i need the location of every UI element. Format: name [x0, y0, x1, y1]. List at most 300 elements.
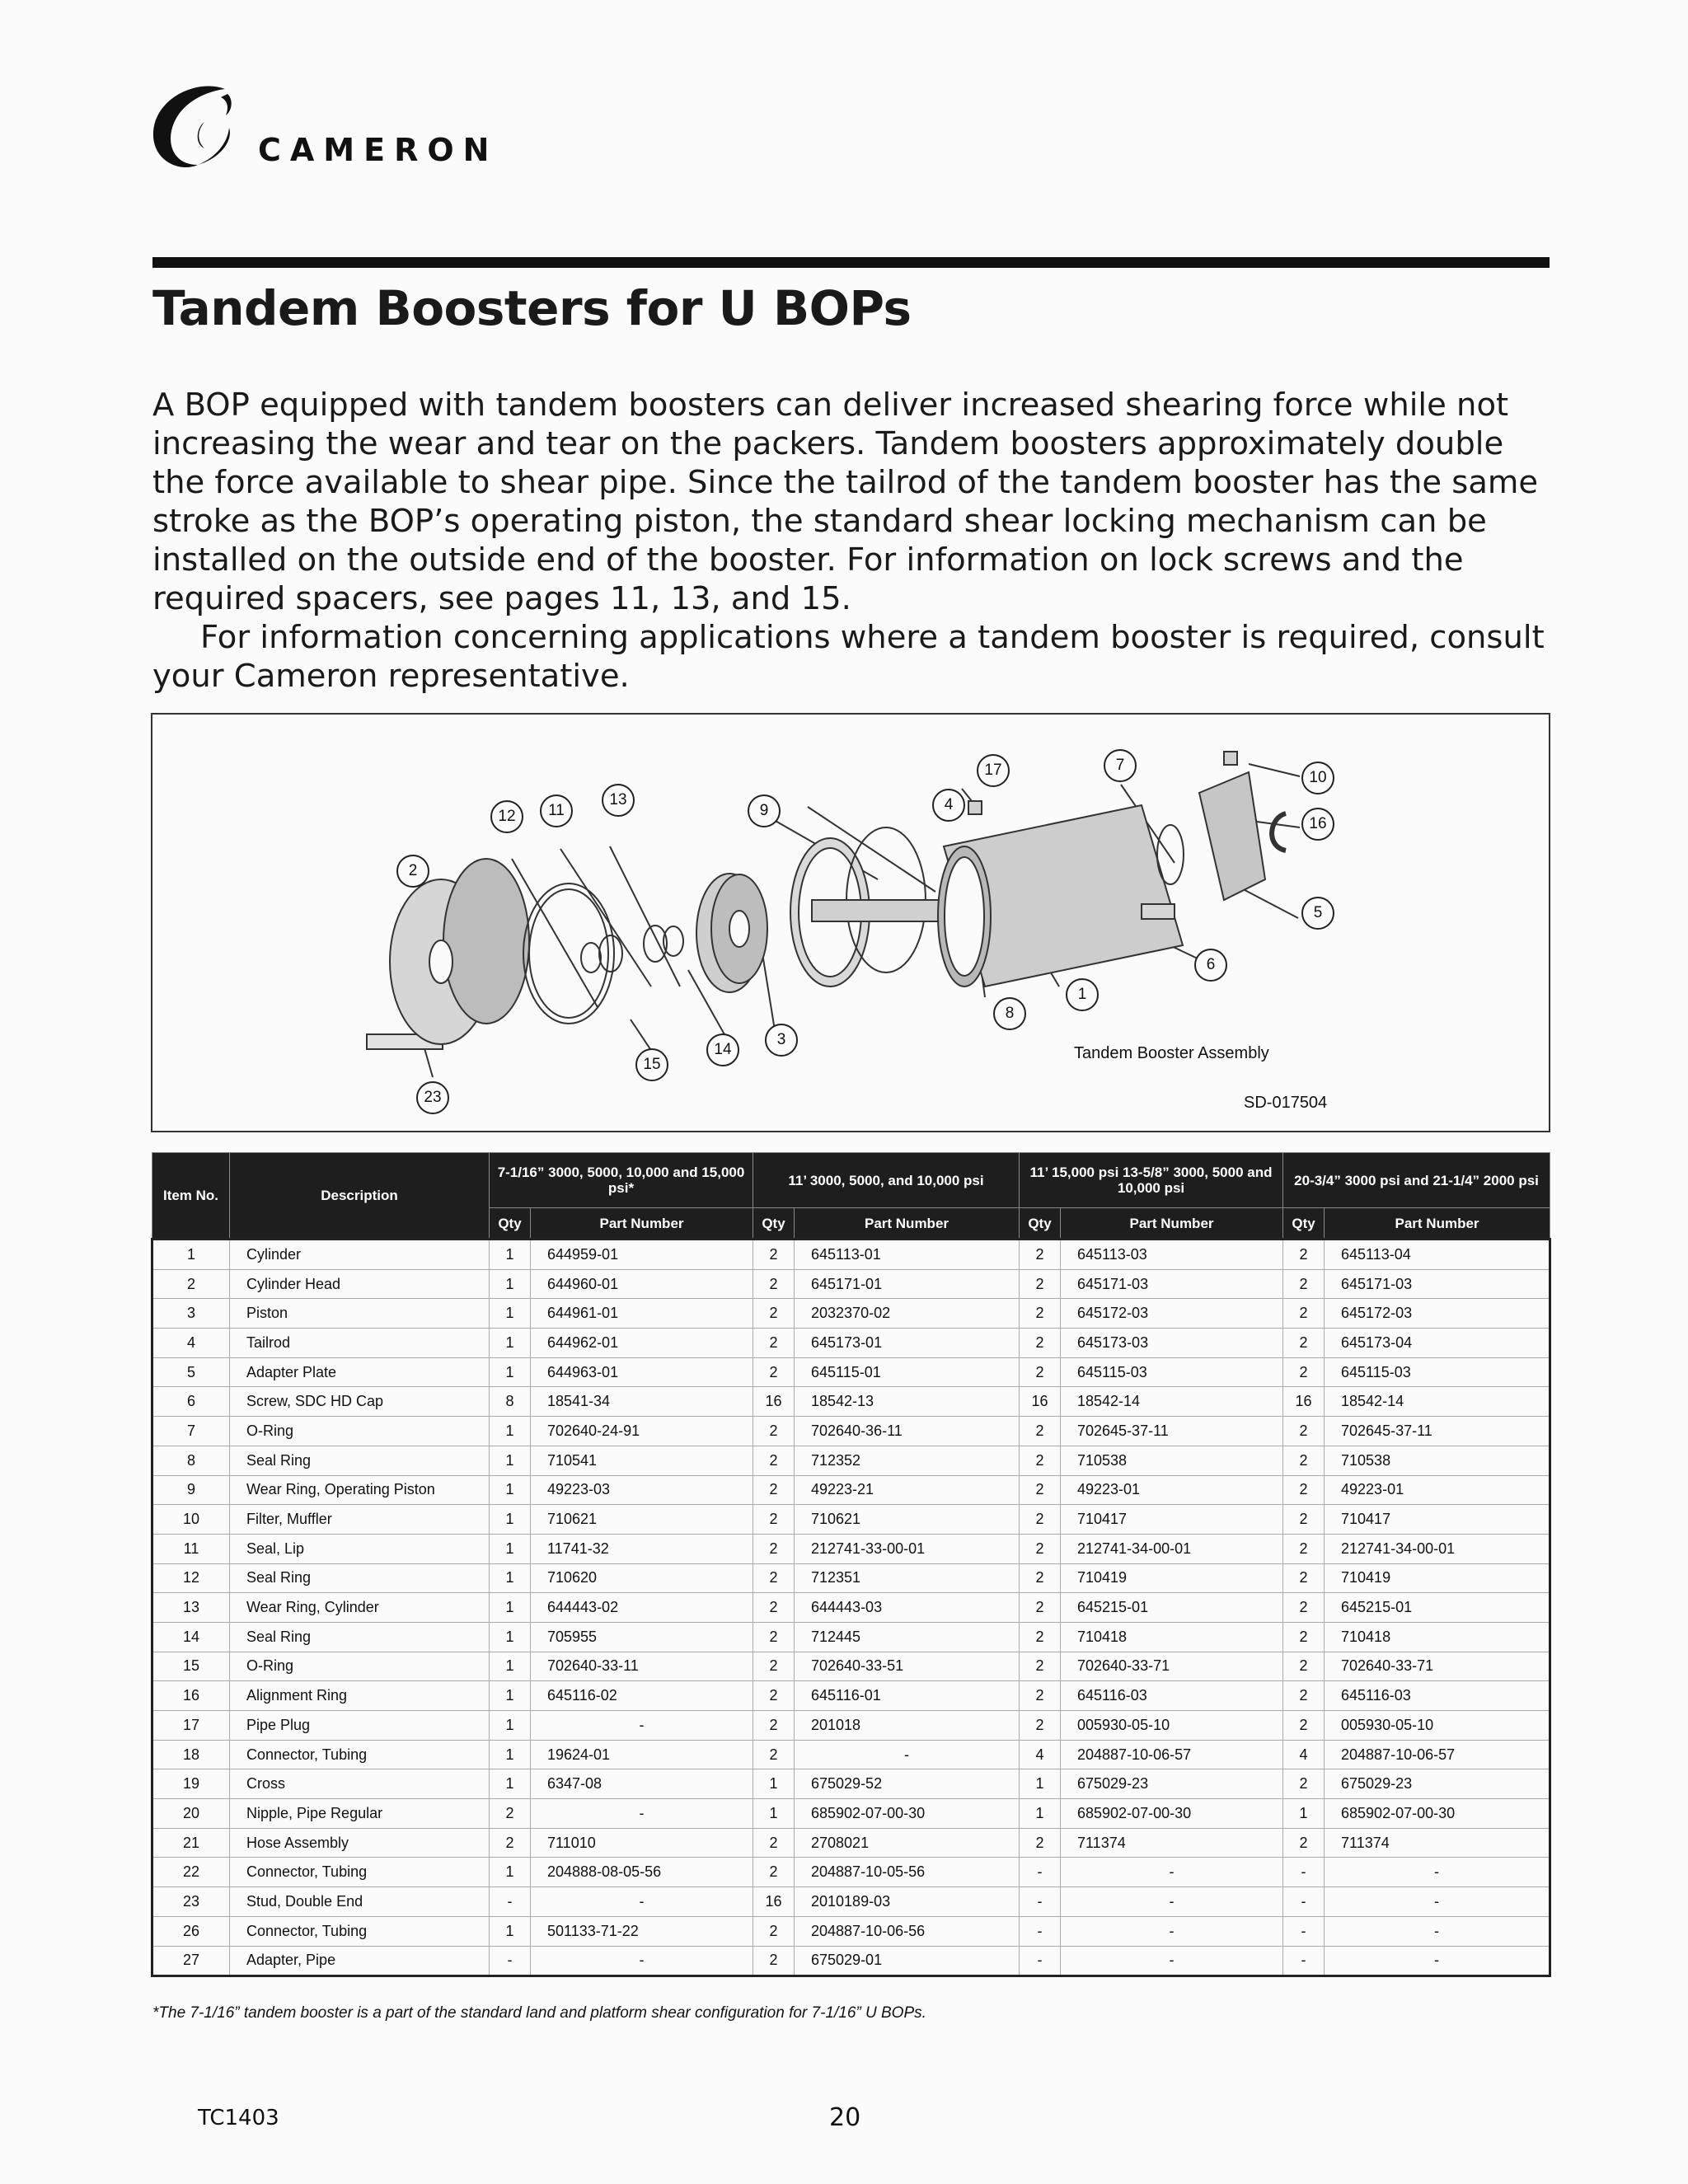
cell-item-no: 18	[152, 1740, 230, 1769]
cell-part-number: 645172-03	[1325, 1299, 1550, 1329]
cell-part-number: 49223-03	[531, 1475, 753, 1505]
cell-qty: 2	[1020, 1505, 1061, 1535]
cell-qty: 2	[1020, 1240, 1061, 1270]
cell-item-no: 10	[152, 1505, 230, 1535]
cell-item-no: 23	[152, 1887, 230, 1917]
header-qty: Qty	[753, 1208, 795, 1240]
cell-part-number: 710621	[531, 1505, 753, 1535]
cell-part-number: 644960-01	[531, 1269, 753, 1299]
table-row	[152, 1740, 1550, 1769]
cell-part-number: 710417	[1061, 1505, 1283, 1535]
table-row	[152, 1475, 1550, 1505]
header-group-11-15000: 11’ 15,000 psi 13-5/8” 3000, 5000 and 10,000 psi	[1020, 1153, 1283, 1208]
cell-qty: 2	[753, 1740, 795, 1769]
cell-part-number: 645171-03	[1325, 1269, 1550, 1299]
cell-qty: 2	[753, 1622, 795, 1652]
cell-qty: 1	[1020, 1769, 1061, 1799]
cell-qty: 1	[490, 1769, 531, 1799]
cell-part-number: -	[531, 1887, 753, 1917]
cell-part-number: 645116-03	[1061, 1681, 1283, 1711]
callout-11: 11	[540, 794, 573, 827]
cell-part-number: 204887-10-06-56	[795, 1916, 1020, 1946]
cell-item-no: 27	[152, 1946, 230, 1976]
cell-part-number: 19624-01	[531, 1740, 753, 1769]
cell-qty: 2	[1283, 1269, 1325, 1299]
cell-description: Seal Ring	[230, 1446, 490, 1475]
brand-name: CAMERON	[258, 132, 499, 168]
table-row	[152, 1652, 1550, 1681]
callout-23: 23	[416, 1081, 449, 1114]
cell-qty: 2	[753, 1299, 795, 1329]
cell-qty: 1	[490, 1593, 531, 1623]
callout-9: 9	[748, 794, 781, 827]
cell-qty: 1	[490, 1858, 531, 1887]
cell-description: Pipe Plug	[230, 1711, 490, 1741]
cell-qty: -	[1020, 1916, 1061, 1946]
cell-part-number: 710418	[1325, 1622, 1550, 1652]
cell-part-number: 645113-04	[1325, 1240, 1550, 1270]
cell-description: Seal Ring	[230, 1622, 490, 1652]
cell-description: Alignment Ring	[230, 1681, 490, 1711]
cell-qty: -	[1283, 1946, 1325, 1976]
cell-qty: 2	[753, 1417, 795, 1446]
cell-description: Wear Ring, Cylinder	[230, 1593, 490, 1623]
cell-item-no: 5	[152, 1357, 230, 1387]
cell-part-number: 711374	[1061, 1828, 1283, 1858]
cell-qty: 2	[1283, 1681, 1325, 1711]
cell-part-number: 644443-02	[531, 1593, 753, 1623]
cell-qty: 2	[753, 1505, 795, 1535]
cell-part-number: 644963-01	[531, 1357, 753, 1387]
cell-qty: 2	[753, 1711, 795, 1741]
cell-qty: 2	[1283, 1357, 1325, 1387]
cell-part-number: 645116-01	[795, 1681, 1020, 1711]
cell-part-number: -	[1061, 1887, 1283, 1917]
cell-description: Connector, Tubing	[230, 1916, 490, 1946]
cell-qty: 2	[1283, 1711, 1325, 1741]
cell-qty: 2	[753, 1475, 795, 1505]
cell-part-number: 710418	[1061, 1622, 1283, 1652]
cell-qty: 1	[753, 1769, 795, 1799]
table-row	[152, 1828, 1550, 1858]
cell-part-number: 702640-33-71	[1061, 1652, 1283, 1681]
cell-qty: 2	[753, 1946, 795, 1976]
header-group-11-3000: 11’ 3000, 5000, and 10,000 psi	[753, 1153, 1020, 1208]
table-row	[152, 1357, 1550, 1387]
cameron-logo	[147, 82, 526, 173]
cell-part-number: 204888-08-05-56	[531, 1858, 753, 1887]
cell-part-number: 005930-05-10	[1325, 1711, 1550, 1741]
header-part-number: Part Number	[795, 1208, 1020, 1240]
table-row	[152, 1622, 1550, 1652]
cell-qty: 2	[753, 1240, 795, 1270]
table-row	[152, 1387, 1550, 1417]
cell-item-no: 26	[152, 1916, 230, 1946]
header-part-number: Part Number	[1061, 1208, 1283, 1240]
cell-qty: 2	[1020, 1622, 1061, 1652]
cell-part-number: 49223-21	[795, 1475, 1020, 1505]
cell-qty: 2	[1020, 1475, 1061, 1505]
cell-part-number: 645115-03	[1061, 1357, 1283, 1387]
cell-qty: 2	[1020, 1711, 1061, 1741]
cell-part-number: 645172-03	[1061, 1299, 1283, 1329]
cell-description: O-Ring	[230, 1652, 490, 1681]
cell-qty: -	[1283, 1858, 1325, 1887]
cell-qty: 4	[1020, 1740, 1061, 1769]
header-part-number: Part Number	[531, 1208, 753, 1240]
cell-part-number: 005930-05-10	[1061, 1711, 1283, 1741]
cell-part-number: 685902-07-00-30	[1325, 1799, 1550, 1829]
cell-description: Cross	[230, 1769, 490, 1799]
table-row	[152, 1240, 1550, 1270]
cell-description: Adapter, Pipe	[230, 1946, 490, 1976]
cell-description: Connector, Tubing	[230, 1740, 490, 1769]
callout-14: 14	[706, 1033, 739, 1066]
cell-part-number: 645116-03	[1325, 1681, 1550, 1711]
cell-qty: 2	[753, 1652, 795, 1681]
cell-part-number: 710419	[1325, 1563, 1550, 1593]
cell-qty: 1	[490, 1329, 531, 1358]
cell-qty: -	[1020, 1887, 1061, 1917]
cell-part-number: 710620	[531, 1563, 753, 1593]
cell-qty: 16	[753, 1887, 795, 1917]
cell-part-number: -	[1325, 1858, 1550, 1887]
table-row	[152, 1563, 1550, 1593]
cell-qty: 1	[490, 1357, 531, 1387]
cell-qty: 2	[1283, 1769, 1325, 1799]
cell-qty: 2	[753, 1357, 795, 1387]
cell-part-number: 2010189-03	[795, 1887, 1020, 1917]
cell-qty: 16	[1283, 1387, 1325, 1417]
table-row	[152, 1269, 1550, 1299]
cell-description: Piston	[230, 1299, 490, 1329]
cell-qty: -	[1020, 1946, 1061, 1976]
cell-part-number: 212741-34-00-01	[1325, 1534, 1550, 1563]
cell-qty: 2	[753, 1681, 795, 1711]
header-item-no: Item No.	[152, 1153, 230, 1240]
cell-qty: 2	[1283, 1505, 1325, 1535]
cell-part-number: 702645-37-11	[1325, 1417, 1550, 1446]
cell-qty: 1	[490, 1505, 531, 1535]
table-row	[152, 1858, 1550, 1887]
table-row	[152, 1916, 1550, 1946]
parts-table-body	[152, 1240, 1550, 1976]
cell-part-number: 645116-02	[531, 1681, 753, 1711]
table-row	[152, 1887, 1550, 1917]
cell-part-number: 212741-33-00-01	[795, 1534, 1020, 1563]
header-qty: Qty	[1283, 1208, 1325, 1240]
cell-qty: 2	[1020, 1417, 1061, 1446]
callout-16: 16	[1301, 808, 1334, 841]
header-rule	[152, 257, 1550, 268]
cell-part-number: 702640-33-11	[531, 1652, 753, 1681]
cell-qty: 2	[1020, 1269, 1061, 1299]
cell-qty: 1	[490, 1299, 531, 1329]
cell-part-number: -	[531, 1799, 753, 1829]
callout-3: 3	[765, 1024, 798, 1057]
cell-item-no: 3	[152, 1299, 230, 1329]
cell-qty: 2	[1283, 1622, 1325, 1652]
cell-qty: 1	[490, 1652, 531, 1681]
cell-qty: 2	[753, 1329, 795, 1358]
cell-item-no: 2	[152, 1269, 230, 1299]
cell-qty: -	[490, 1887, 531, 1917]
cell-part-number: -	[531, 1946, 753, 1976]
cell-part-number: 204887-10-05-56	[795, 1858, 1020, 1887]
cell-part-number: 645215-01	[1061, 1593, 1283, 1623]
cell-part-number: 2708021	[795, 1828, 1020, 1858]
cell-qty: 2	[1020, 1446, 1061, 1475]
cell-part-number: 644443-03	[795, 1593, 1020, 1623]
cell-description: Connector, Tubing	[230, 1858, 490, 1887]
cell-part-number: 204887-10-06-57	[1061, 1740, 1283, 1769]
cell-part-number: 702640-36-11	[795, 1417, 1020, 1446]
cell-qty: 2	[1020, 1681, 1061, 1711]
cell-description: Adapter Plate	[230, 1357, 490, 1387]
cell-item-no: 21	[152, 1828, 230, 1858]
cell-part-number: 645113-01	[795, 1240, 1020, 1270]
figure-caption: Tandem Booster Assembly	[1074, 1044, 1269, 1062]
cell-qty: 16	[753, 1387, 795, 1417]
cell-qty: 2	[753, 1593, 795, 1623]
callout-10: 10	[1301, 762, 1334, 794]
cell-part-number: 645115-01	[795, 1357, 1020, 1387]
cell-qty: -	[1283, 1887, 1325, 1917]
cell-qty: 2	[753, 1446, 795, 1475]
cell-part-number: 644961-01	[531, 1299, 753, 1329]
cell-qty: 2	[490, 1799, 531, 1829]
cell-qty: 2	[1020, 1593, 1061, 1623]
cell-qty: 2	[1283, 1475, 1325, 1505]
cell-qty: 1	[490, 1475, 531, 1505]
cell-item-no: 19	[152, 1769, 230, 1799]
cell-item-no: 13	[152, 1593, 230, 1623]
cell-qty: 2	[1020, 1652, 1061, 1681]
cell-qty: 2	[1283, 1828, 1325, 1858]
cell-qty: 2	[1020, 1828, 1061, 1858]
cell-qty: 1	[1020, 1799, 1061, 1829]
cell-part-number: 685902-07-00-30	[795, 1799, 1020, 1829]
cell-part-number: 685902-07-00-30	[1061, 1799, 1283, 1829]
callout-15: 15	[635, 1048, 668, 1081]
cell-item-no: 4	[152, 1329, 230, 1358]
cell-item-no: 16	[152, 1681, 230, 1711]
cell-item-no: 22	[152, 1858, 230, 1887]
cell-part-number: 645115-03	[1325, 1357, 1550, 1387]
cell-qty: 2	[1283, 1446, 1325, 1475]
document-code: TC1403	[198, 2106, 279, 2130]
cell-part-number: 644959-01	[531, 1240, 753, 1270]
cell-qty: 2	[753, 1563, 795, 1593]
cell-part-number: 645113-03	[1061, 1240, 1283, 1270]
cell-part-number: -	[531, 1711, 753, 1741]
header-qty: Qty	[1020, 1208, 1061, 1240]
cell-description: Hose Assembly	[230, 1828, 490, 1858]
cell-qty: 16	[1020, 1387, 1061, 1417]
figure-code: SD-017504	[1244, 1094, 1328, 1112]
parts-table	[151, 1152, 1551, 1977]
cell-qty: 2	[1283, 1299, 1325, 1329]
cell-qty: 2	[1020, 1299, 1061, 1329]
cell-item-no: 20	[152, 1799, 230, 1829]
cell-item-no: 6	[152, 1387, 230, 1417]
cell-part-number: 710538	[1061, 1446, 1283, 1475]
cell-qty: 1	[490, 1916, 531, 1946]
tandem-booster-figure	[151, 713, 1550, 1132]
callout-12: 12	[490, 800, 523, 833]
cell-qty: 1	[490, 1269, 531, 1299]
header-description: Description	[230, 1153, 490, 1240]
cell-description: Cylinder	[230, 1240, 490, 1270]
cell-part-number: -	[1061, 1916, 1283, 1946]
cell-description: Screw, SDC HD Cap	[230, 1387, 490, 1417]
cell-qty: 2	[490, 1828, 531, 1858]
cell-part-number: 675029-23	[1061, 1769, 1283, 1799]
cell-description: O-Ring	[230, 1417, 490, 1446]
cell-qty: 1	[490, 1446, 531, 1475]
cell-qty: 2	[1020, 1563, 1061, 1593]
cell-part-number: 501133-71-22	[531, 1916, 753, 1946]
header-group-20-3-4: 20-3/4” 3000 psi and 21-1/4” 2000 psi	[1283, 1153, 1550, 1208]
intro-text	[152, 386, 1554, 696]
cell-qty: 1	[490, 1417, 531, 1446]
footnote: *The 7-1/16” tandem booster is a part of the standard land and platform shear configuration for 7-1/16” U BOPs.	[152, 2004, 926, 2022]
cell-part-number: 49223-01	[1061, 1475, 1283, 1505]
cell-item-no: 1	[152, 1240, 230, 1270]
cell-part-number: -	[1325, 1916, 1550, 1946]
cell-part-number: 644962-01	[531, 1329, 753, 1358]
cell-item-no: 9	[152, 1475, 230, 1505]
cell-part-number: -	[1061, 1946, 1283, 1976]
cell-description: Filter, Muffler	[230, 1505, 490, 1535]
cell-part-number: -	[1061, 1858, 1283, 1887]
cell-part-number: 710417	[1325, 1505, 1550, 1535]
intro-paragraph-2: For information concerning applications where a tandem booster is required, consult your Cameron representative.	[152, 619, 1545, 695]
cell-qty: 1	[490, 1681, 531, 1711]
callout-8: 8	[993, 997, 1026, 1030]
cell-qty: 1	[490, 1711, 531, 1741]
cell-qty: 2	[753, 1858, 795, 1887]
cell-qty: 2	[1283, 1563, 1325, 1593]
header-group-7-1-16: 7-1/16” 3000, 5000, 10,000 and 15,000 psi*	[490, 1153, 753, 1208]
cell-part-number: 711010	[531, 1828, 753, 1858]
callout-13: 13	[602, 784, 635, 817]
cell-part-number: 18542-14	[1325, 1387, 1550, 1417]
cell-qty: 1	[1283, 1799, 1325, 1829]
cell-qty: -	[1020, 1858, 1061, 1887]
cell-qty: 2	[753, 1534, 795, 1563]
cell-part-number: 6347-08	[531, 1769, 753, 1799]
cell-item-no: 17	[152, 1711, 230, 1741]
cell-item-no: 12	[152, 1563, 230, 1593]
cell-item-no: 7	[152, 1417, 230, 1446]
cell-part-number: 702640-33-71	[1325, 1652, 1550, 1681]
cell-qty: 2	[1283, 1652, 1325, 1681]
cell-part-number: 675029-23	[1325, 1769, 1550, 1799]
cell-part-number: 201018	[795, 1711, 1020, 1741]
cell-qty: 2	[1020, 1357, 1061, 1387]
cell-part-number: 18542-14	[1061, 1387, 1283, 1417]
table-row	[152, 1299, 1550, 1329]
cell-part-number: 705955	[531, 1622, 753, 1652]
cell-part-number: 645171-03	[1061, 1269, 1283, 1299]
callout-2: 2	[396, 855, 429, 888]
cell-qty: 1	[490, 1240, 531, 1270]
cell-qty: 2	[1283, 1240, 1325, 1270]
callout-1: 1	[1066, 978, 1099, 1011]
cell-part-number: 712352	[795, 1446, 1020, 1475]
cell-part-number: 711374	[1325, 1828, 1550, 1858]
cameron-logo-icon	[147, 82, 254, 173]
cell-part-number: 710538	[1325, 1446, 1550, 1475]
table-row	[152, 1417, 1550, 1446]
cell-part-number: 675029-01	[795, 1946, 1020, 1976]
cell-item-no: 14	[152, 1622, 230, 1652]
exploded-assembly-drawing	[152, 715, 1549, 1131]
callout-6: 6	[1194, 949, 1227, 982]
cell-part-number: 49223-01	[1325, 1475, 1550, 1505]
cell-part-number: 710621	[795, 1505, 1020, 1535]
table-row	[152, 1946, 1550, 1976]
cell-qty: 4	[1283, 1740, 1325, 1769]
cell-qty: 2	[753, 1916, 795, 1946]
cell-part-number: 645173-01	[795, 1329, 1020, 1358]
cell-part-number: -	[795, 1740, 1020, 1769]
table-row	[152, 1593, 1550, 1623]
cell-qty: -	[1283, 1916, 1325, 1946]
cell-qty: 1	[490, 1534, 531, 1563]
table-row	[152, 1799, 1550, 1829]
table-row	[152, 1681, 1550, 1711]
cell-part-number: 702645-37-11	[1061, 1417, 1283, 1446]
cell-description: Seal, Lip	[230, 1534, 490, 1563]
cell-description: Cylinder Head	[230, 1269, 490, 1299]
callout-4: 4	[932, 789, 965, 822]
table-row	[152, 1329, 1550, 1358]
cell-part-number: 645173-04	[1325, 1329, 1550, 1358]
cell-part-number: 710541	[531, 1446, 753, 1475]
table-row	[152, 1505, 1550, 1535]
cell-description: Stud, Double End	[230, 1887, 490, 1917]
cell-part-number: 702640-24-91	[531, 1417, 753, 1446]
cell-description: Seal Ring	[230, 1563, 490, 1593]
cell-item-no: 11	[152, 1534, 230, 1563]
cell-qty: 2	[1020, 1534, 1061, 1563]
cell-part-number: 675029-52	[795, 1769, 1020, 1799]
cell-description: Nipple, Pipe Regular	[230, 1799, 490, 1829]
cell-qty: 2	[1020, 1329, 1061, 1358]
cell-qty: 2	[753, 1828, 795, 1858]
cell-item-no: 15	[152, 1652, 230, 1681]
cell-part-number: 18542-13	[795, 1387, 1020, 1417]
cell-qty: 2	[1283, 1593, 1325, 1623]
cell-part-number: 18541-34	[531, 1387, 753, 1417]
cell-part-number: 212741-34-00-01	[1061, 1534, 1283, 1563]
cell-qty: 1	[490, 1622, 531, 1652]
cell-qty: 2	[1283, 1417, 1325, 1446]
cell-part-number: -	[1325, 1887, 1550, 1917]
cell-part-number: 645215-01	[1325, 1593, 1550, 1623]
cell-qty: 1	[490, 1740, 531, 1769]
cell-item-no: 8	[152, 1446, 230, 1475]
cell-description: Tailrod	[230, 1329, 490, 1358]
page-number: 20	[829, 2103, 861, 2132]
cell-qty: 2	[1283, 1534, 1325, 1563]
callout-5: 5	[1301, 897, 1334, 930]
intro-paragraph-1: A BOP equipped with tandem boosters can deliver increased shearing force while not increasing the wear and tear on the packers. Tandem boosters approximately double the force available to shear pipe. Since the tailrod of the tandem booster has the same stroke as the BOP’s operating piston, the standard shear locking mechanism can be installed on the outside end of the booster. For information on lock screws and the required spacers, see pages 11, 13, and 15.	[152, 387, 1539, 617]
cell-qty: 1	[490, 1563, 531, 1593]
cell-part-number: 645173-03	[1061, 1329, 1283, 1358]
